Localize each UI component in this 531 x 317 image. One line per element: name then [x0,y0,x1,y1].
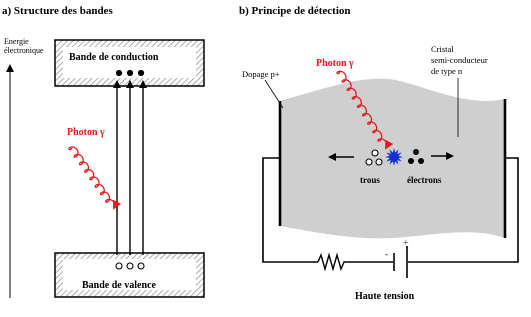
valence-hole [116,263,122,269]
hole [376,159,382,165]
panel-a [2,5,204,298]
excitation-arrows [117,82,143,255]
conduction-electron [127,70,133,76]
holes-label: trous [360,175,380,185]
hole [366,159,372,165]
panel-b-photon-label: Photon γ [316,58,354,69]
electrons-label: électrons [407,175,442,185]
panel-a-photon-wave [69,147,115,208]
valence-hole [138,263,144,269]
panel-a-title: a) Structure des bandes [2,5,113,17]
energy-axis-label-line1: Energie [4,37,29,46]
electron [408,158,414,164]
panel-a-photon-label: Photon γ [67,127,105,138]
electron [413,149,419,155]
resistor [318,255,346,269]
battery-minus-sign: - [385,249,388,259]
voltage-label: Haute tension [355,291,415,302]
hole [372,150,378,156]
conduction-electron [138,70,144,76]
valence-band-label: Bande de valence [82,280,156,291]
panel-b-title: b) Principe de détection [239,5,351,17]
conduction-band-label: Bande de conduction [69,52,159,63]
energy-axis-label-line2: électronique [4,46,44,55]
valence-band [55,253,204,297]
crystal-label-line1: Cristal [431,44,454,54]
conduction-electron [116,70,122,76]
conduction-band [55,40,204,86]
doping-label: Dopage p+ [242,69,280,79]
crystal-label-line3: de type n [431,66,463,76]
valence-hole [127,263,133,269]
panel-b [239,5,518,302]
crystal-label-line2: semi-conducteur [431,55,488,65]
electron [418,158,424,164]
doping-pointer [265,80,283,108]
battery-plus-sign: + [403,238,409,249]
